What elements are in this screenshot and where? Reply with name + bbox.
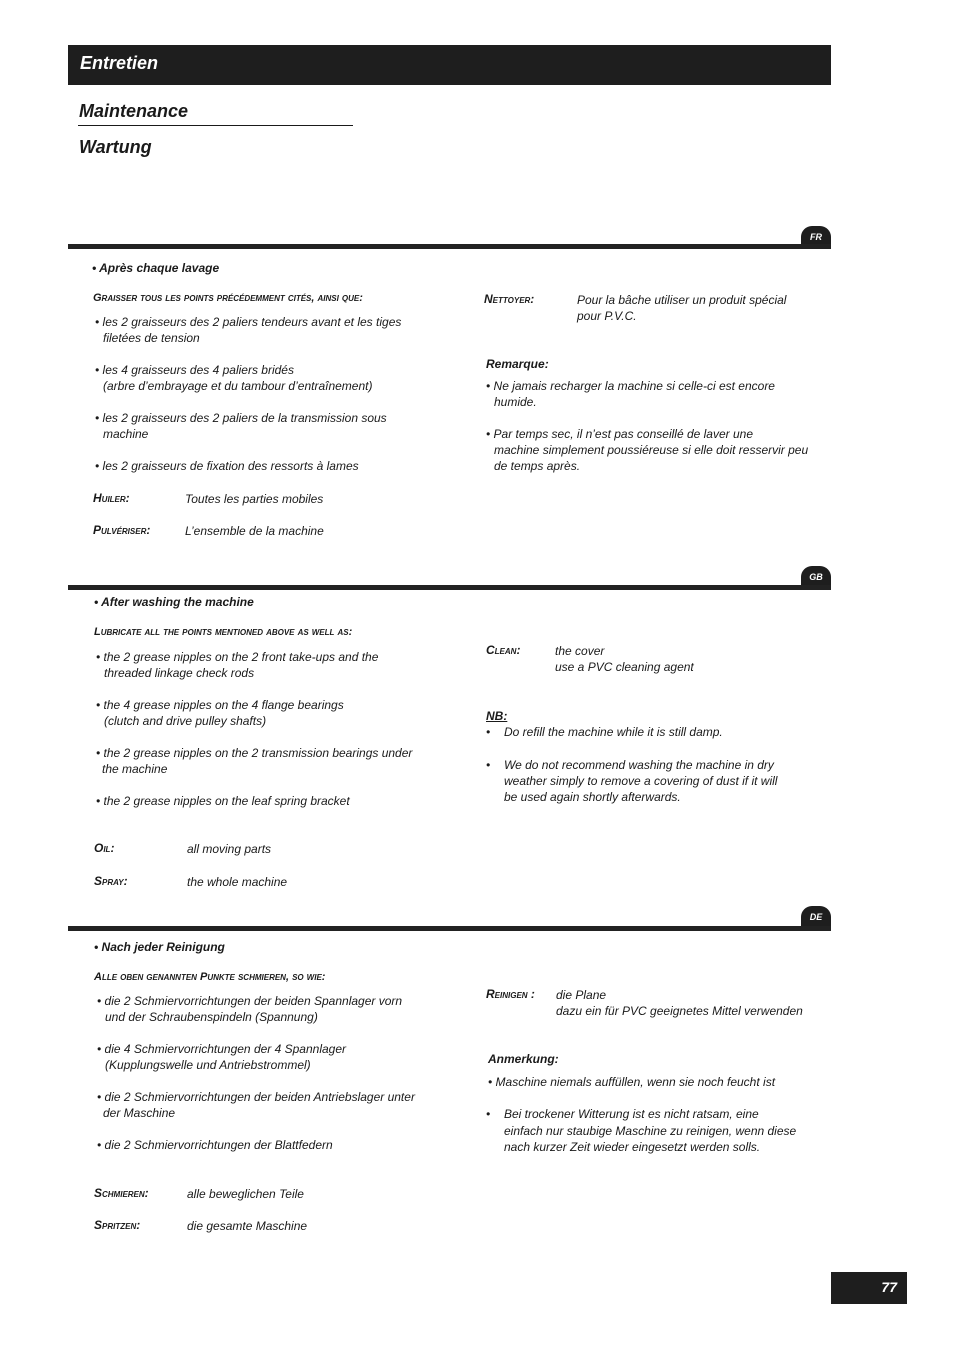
list-item: • the 2 grease nipples on the leaf spring bracket [96, 794, 350, 808]
list-item-cont: (Kupplungswelle und Antriebstrommel) [105, 1058, 311, 1072]
note-item-cont: machine simplement poussiéreuse si elle doit resservir peu [494, 443, 809, 457]
clean-label-de: Reinigen : [486, 987, 535, 1001]
oil-label-fr: Huiler: [93, 491, 130, 505]
list-item: • die 2 Schmiervorrichtungen der Blattfedern [97, 1138, 333, 1152]
oil-text-fr: Toutes les parties mobiles [185, 492, 324, 506]
lubricate-caption-de: Alle oben genannten Punkte schmieren, so wie: [94, 971, 326, 983]
list-item-cont: (clutch and drive pulley shafts) [104, 714, 267, 728]
clean-text-de: die Plane [556, 988, 607, 1002]
oil-text-de: alle beweglichen Teile [187, 1187, 304, 1201]
list-item: • die 4 Schmiervorrichtungen der 4 Spannlager [97, 1042, 347, 1056]
clean-label-gb: Clean: [486, 643, 521, 657]
section-heading-fr: • Après chaque lavage [92, 261, 220, 275]
lubricate-caption-gb: Lubricate all the points mentioned above as well as: [94, 626, 353, 638]
list-item: • die 2 Schmiervorrichtungen der beiden Antriebslager unter [97, 1090, 415, 1104]
language-badge-gb: GB [801, 566, 831, 588]
language-badge-fr: FR [801, 226, 831, 248]
note-item-cont: weather simply to remove a covering of dust if it will [504, 774, 778, 788]
list-item: • the 4 grease nipples on the 4 flange bearings [96, 698, 344, 712]
list-item: • die 2 Schmiervorrichtungen der beiden Spannlager vorn [97, 994, 403, 1008]
note-item: We do not recommend washing the machine in dry [504, 758, 774, 772]
list-item-cont: der Maschine [103, 1106, 176, 1120]
note-item: Do refill the machine while it is still damp. [504, 725, 723, 739]
note-item-cont: humide. [494, 395, 537, 409]
note-item-cont: nach kurzer Zeit wieder eingesetzt werden solls. [504, 1140, 761, 1154]
bullet-icon: • [486, 725, 491, 739]
list-item: • les 2 graisseurs des 2 paliers tendeurs avant et les tiges [95, 315, 402, 329]
clean-text-de: dazu ein für PVC geeignetes Mittel verwenden [556, 1004, 803, 1018]
list-item-cont: (arbre d’embrayage et du tambour d’entraînement) [103, 379, 373, 393]
list-item-cont: machine [103, 427, 149, 441]
list-item: • les 2 graisseurs de fixation des ressorts à lames [95, 459, 359, 473]
lubricate-caption-fr: Graisser tous les points précédemment cités, ainsi que: [93, 292, 363, 304]
note-item: Bei trockener Witterung ist es nicht ratsam, eine [504, 1107, 759, 1121]
list-item: • les 2 graisseurs des 2 paliers de la transmission sous [95, 411, 387, 425]
note-item: • Par temps sec, il n’est pas conseillé de laver une [486, 427, 753, 441]
language-badge-de: DE [801, 906, 831, 928]
clean-text-gb: the cover [555, 644, 605, 658]
list-item-cont: the machine [102, 762, 168, 776]
spray-label-de: Spritzen: [94, 1218, 141, 1232]
oil-label-de: Schmieren: [94, 1186, 149, 1200]
note-item-cont: be used again shortly afterwards. [504, 790, 681, 804]
page-number-box [831, 1272, 907, 1304]
note-item: • Ne jamais recharger la machine si celle-ci est encore [486, 379, 775, 393]
spray-text-fr: L’ensemble de la machine [185, 524, 324, 538]
note-item-cont: einfach nur staubige Maschine zu reinigen, wenn diese [504, 1124, 797, 1138]
list-item: • the 2 grease nipples on the 2 transmission bearings under [96, 746, 413, 760]
list-item: • the 2 grease nipples on the 2 front take-ups and the [96, 650, 379, 664]
note-item: • Maschine niemals auffüllen, wenn sie noch feucht ist [488, 1075, 776, 1089]
subtitle-german: Wartung [79, 137, 152, 157]
section-rule-gb [68, 585, 831, 590]
spray-label-gb: Spray: [94, 874, 128, 888]
note-label-fr: Remarque: [486, 357, 549, 371]
note-item-cont: de temps après. [494, 459, 581, 473]
bullet-icon: • [486, 1107, 491, 1121]
spray-label-fr: Pulvériser: [93, 523, 151, 537]
section-heading-de: • Nach jeder Reinigung [94, 940, 225, 954]
bullet-icon: • [486, 758, 491, 772]
chapter-title-bar [68, 45, 831, 85]
list-item-cont: threaded linkage check rods [104, 666, 255, 680]
oil-text-gb: all moving parts [187, 842, 272, 856]
section-rule-fr [68, 244, 831, 249]
page-number: 77 [881, 1279, 897, 1295]
clean-text-fr: pour P.V.C. [577, 309, 637, 323]
spray-text-de: die gesamte Maschine [187, 1219, 308, 1233]
note-label-gb: NB: [486, 709, 508, 723]
list-item: • les 4 graisseurs des 4 paliers bridés [95, 363, 294, 377]
oil-label-gb: Oil: [94, 841, 115, 855]
section-heading-gb: • After washing the machine [94, 595, 254, 609]
note-label-de: Anmerkung: [488, 1052, 559, 1066]
spray-text-gb: the whole machine [187, 875, 288, 889]
clean-text-gb: use a PVC cleaning agent [555, 660, 694, 674]
list-item-cont: und der Schraubenspindeln (Spannung) [105, 1010, 318, 1024]
subtitle-english: Maintenance [79, 101, 189, 121]
chapter-title: Entretien [80, 53, 159, 73]
subtitle-divider [78, 125, 353, 126]
clean-text-fr: Pour la bâche utiliser un produit spécial [577, 293, 787, 307]
clean-label-fr: Nettoyer: [484, 292, 535, 306]
list-item-cont: filetées de tension [103, 331, 200, 345]
section-rule-de [68, 926, 831, 931]
